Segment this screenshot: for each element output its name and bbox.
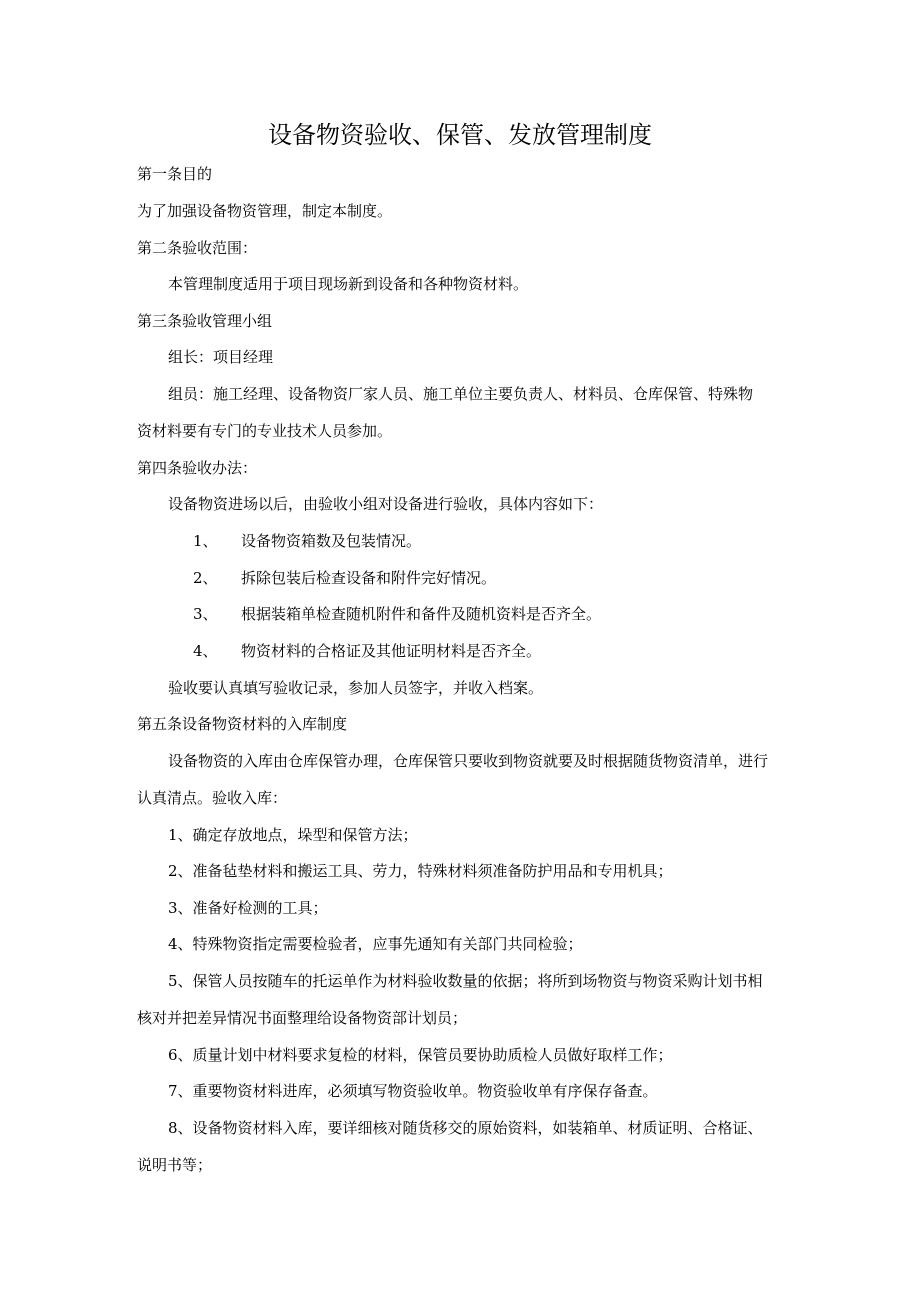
section-5-item-7: 7、重要物资材料进库，必须填写物资验收单。物资验收单有序保存备查。 (168, 1082, 658, 1100)
section-3-heading: 第三条验收管理小组 (137, 312, 273, 330)
section-5-item-5-line1: 5、保管人员按随车的托运单作为材料验收数量的依据；将所到场物资与物资采购计划书相 (168, 972, 763, 990)
section-4-item-3-text: 根据装箱单检查随机附件和备件及随机资料是否齐全。 (241, 605, 602, 623)
section-1-text: 为了加强设备物资管理，制定本制度。 (137, 202, 393, 220)
section-5-item-2: 2、准备毡垫材料和搬运工具、劳力，特殊材料须准备防护用品和专用机具； (168, 862, 673, 880)
section-4-intro: 设备物资进场以后，由验收小组对设备进行验收，具体内容如下： (168, 495, 604, 513)
document-title: 设备物资验收、保管、发放管理制度 (268, 121, 652, 149)
section-3-members-line1: 组员：施工经理、设备物资厂家人员、施工单位主要负责人、材料员、仓库保管、特殊物 (168, 385, 754, 403)
section-4-item-2-number: 2、 (193, 569, 218, 587)
section-5-intro-line2: 认真清点。验收入库： (137, 789, 288, 807)
section-4-closing: 验收要认真填写验收记录，参加人员签字，并收入档案。 (168, 679, 544, 697)
section-5-item-3: 3、准备好检测的工具； (168, 899, 328, 917)
section-5-item-8-line2: 说明书等； (137, 1156, 213, 1174)
section-4-heading: 第四条验收办法： (137, 459, 258, 477)
section-5-item-1: 1、确定存放地点，垛型和保管方法； (168, 826, 418, 844)
section-4-item-1-text: 设备物资箱数及包装情况。 (241, 532, 422, 550)
section-4-item-1-number: 1、 (193, 532, 218, 550)
section-2-text: 本管理制度适用于项目现场新到设备和各种物资材料。 (168, 275, 529, 293)
section-5-item-8-line1: 8、设备物资材料入库，要详细核对随货移交的原始资料，如装箱单、材质证明、合格证、 (168, 1119, 763, 1137)
section-4-item-4-number: 4、 (193, 642, 218, 660)
section-1-heading: 第一条目的 (137, 165, 213, 183)
section-5-item-4: 4、特殊物资指定需要检验者，应事先通知有关部门共同检验； (168, 935, 583, 953)
section-5-heading: 第五条设备物资材料的入库制度 (137, 715, 348, 733)
section-5-item-6: 6、质量计划中材料要求复检的材料，保管员要协助质检人员做好取样工作； (168, 1046, 673, 1064)
section-5-intro-line1: 设备物资的入库由仓库保管办理，仓库保管只要收到物资就要及时根据随货物资清单，进行 (168, 752, 769, 770)
section-2-heading: 第二条验收范围： (137, 239, 258, 257)
section-5-item-5-line2: 核对并把差异情况书面整理给设备物资部计划员； (137, 1009, 468, 1027)
section-3-leader: 组长：项目经理 (168, 348, 274, 366)
section-4-item-2-text: 拆除包装后检查设备和附件完好情况。 (241, 569, 497, 587)
section-4-item-3-number: 3、 (193, 605, 218, 623)
section-4-item-4-text: 物资材料的合格证及其他证明材料是否齐全。 (241, 642, 542, 660)
section-3-members-line2: 资材料要有专门的专业技术人员参加。 (137, 422, 393, 440)
